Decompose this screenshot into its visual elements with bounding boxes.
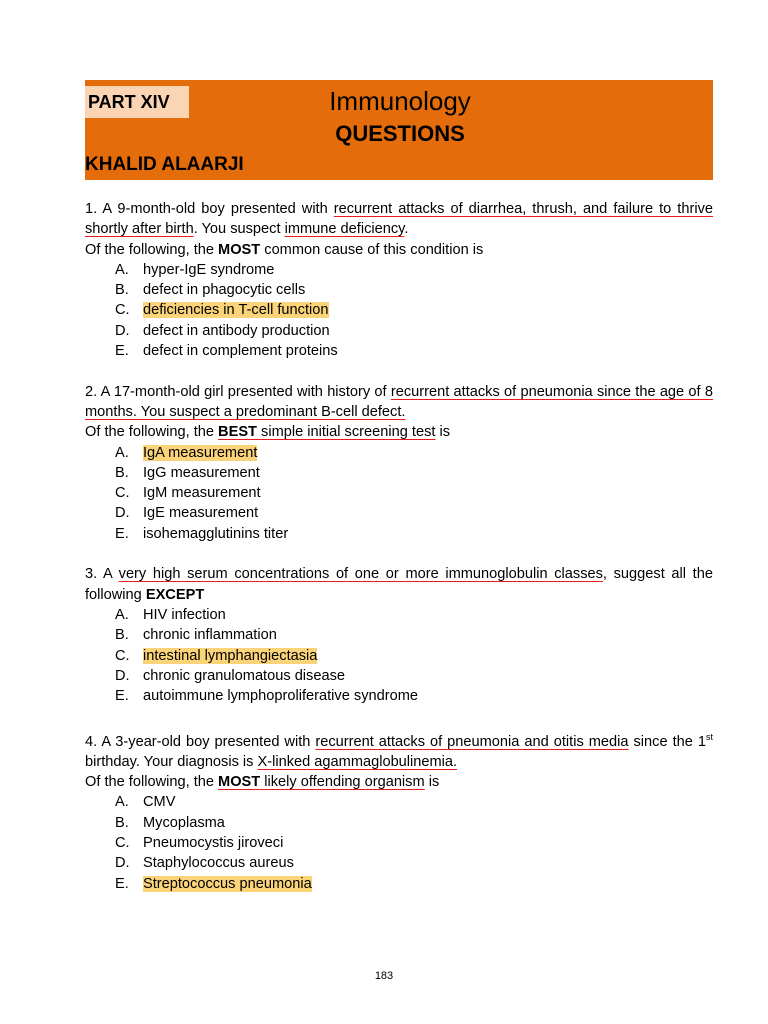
question-lead xyxy=(85,422,713,442)
option-body xyxy=(143,686,418,706)
option-letter: D. xyxy=(115,322,130,339)
option-letter: A. xyxy=(115,444,129,461)
option-body xyxy=(143,443,257,463)
option-text: hyper-IgE syndrome xyxy=(143,261,275,278)
text-run: . A 9-month-old boy presented with xyxy=(93,201,334,217)
answer-option xyxy=(85,300,713,320)
correct-answer-text: intestinal lymphangiectasia xyxy=(143,647,318,664)
text-run: since the 1 xyxy=(628,733,706,750)
emphasis-text: EXCEPT xyxy=(145,586,205,603)
answer-option xyxy=(85,833,713,853)
answer-options xyxy=(85,605,713,706)
option-letter: A. xyxy=(115,606,129,623)
text-run: . You suspect xyxy=(193,221,285,238)
option-letter: B. xyxy=(115,814,129,831)
option-letter: E. xyxy=(115,525,129,542)
underlined-text: recurrent attacks of diarrhea, thrush, and failure to thrive shortly after birth xyxy=(85,201,713,238)
answer-option xyxy=(85,666,713,686)
answer-option xyxy=(85,321,713,341)
option-body xyxy=(143,792,175,812)
underlined-text: likely offending organism xyxy=(260,774,425,791)
answer-option xyxy=(85,260,713,280)
option-text: Staphylococcus aureus xyxy=(143,855,294,872)
option-body xyxy=(143,853,294,873)
option-text: IgG measurement xyxy=(143,464,260,481)
option-letter: C. xyxy=(115,835,130,852)
option-text: chronic inflammation xyxy=(143,627,277,644)
answer-option xyxy=(85,605,713,625)
text-run: Of the following, the xyxy=(85,241,219,258)
chapter-subtitle: QUESTIONS xyxy=(335,121,465,146)
question-number: 2 xyxy=(85,383,94,400)
emphasis-text: BEST xyxy=(218,424,257,441)
question-lead xyxy=(85,772,713,792)
question-stem xyxy=(85,382,713,423)
answer-options xyxy=(85,260,713,361)
answer-option xyxy=(85,524,713,544)
option-letter: A. xyxy=(115,794,129,811)
underlined-text: immune deficiency xyxy=(284,221,405,238)
question xyxy=(85,199,713,361)
option-text: chronic granulomatous disease xyxy=(143,667,345,684)
text-run: . A 17-month-old girl presented with history of xyxy=(93,383,391,400)
answer-option xyxy=(85,646,713,666)
option-letter: C. xyxy=(115,485,130,502)
option-body xyxy=(143,833,283,853)
chapter-title: Immunology xyxy=(329,86,471,116)
answer-option xyxy=(85,463,713,483)
option-text: IgM measurement xyxy=(143,485,261,502)
text-run: is xyxy=(435,424,451,441)
question xyxy=(85,727,713,894)
answer-option xyxy=(85,853,713,873)
question-stem xyxy=(85,199,713,240)
underlined-text: recurrent attacks of pneumonia since the age of 8 months. You suspect a predominant B-cell defect. xyxy=(85,383,713,420)
question xyxy=(85,382,713,544)
option-letter: E. xyxy=(115,343,129,360)
text-run: Of the following, the xyxy=(85,424,219,441)
option-letter: A. xyxy=(115,261,129,278)
option-body xyxy=(143,813,225,833)
text-run: Of the following, the xyxy=(85,774,219,791)
question-number: 3 xyxy=(85,566,94,583)
option-letter: E. xyxy=(115,875,129,892)
option-body xyxy=(143,605,226,625)
underlined-text: X-linked agammaglobulinemia. xyxy=(257,753,458,770)
question-number: 1 xyxy=(85,201,94,217)
question xyxy=(85,564,713,706)
answer-option xyxy=(85,686,713,706)
option-body xyxy=(143,646,317,666)
option-text: CMV xyxy=(143,794,176,811)
option-text: Pneumocystis jiroveci xyxy=(143,835,284,852)
option-body xyxy=(143,321,330,341)
answer-option xyxy=(85,341,713,361)
option-letter: D. xyxy=(115,505,130,522)
underlined-text: BEST simple initial screening test xyxy=(218,424,436,441)
option-body xyxy=(143,625,277,645)
answer-option xyxy=(85,625,713,645)
answer-options xyxy=(85,792,713,893)
text-run: birthday. Your diagnosis is xyxy=(85,753,258,770)
answer-option xyxy=(85,874,713,894)
question-number: 4 xyxy=(85,733,94,750)
option-letter: B. xyxy=(115,627,129,644)
superscript: st xyxy=(705,731,713,742)
text-run: . A xyxy=(93,566,119,583)
question-stem xyxy=(85,727,713,772)
option-text: autoimmune lymphoproliferative syndrome xyxy=(143,688,418,705)
option-letter: C. xyxy=(115,647,130,664)
text-run: common cause of this condition is xyxy=(260,241,484,258)
option-letter: B. xyxy=(115,464,129,481)
text-run: . A 3-year-old boy presented with xyxy=(93,733,316,750)
answer-option xyxy=(85,443,713,463)
answer-option xyxy=(85,813,713,833)
option-body xyxy=(143,483,261,503)
question-stem xyxy=(85,564,713,605)
option-body xyxy=(143,503,258,523)
option-body xyxy=(143,341,338,361)
underlined-text: MOST xyxy=(218,774,261,791)
option-letter: C. xyxy=(115,302,130,319)
option-text: defect in phagocytic cells xyxy=(143,282,306,299)
underlined-text: recurrent attacks of pneumonia and otitis media xyxy=(315,733,629,750)
option-body xyxy=(143,666,345,686)
question-lead xyxy=(85,240,713,260)
option-letter: E. xyxy=(115,688,129,705)
option-letter: B. xyxy=(115,282,129,299)
option-letter: D. xyxy=(115,855,130,872)
option-body xyxy=(143,874,312,894)
option-text: defect in antibody production xyxy=(143,322,330,339)
option-body xyxy=(143,524,288,544)
answer-option xyxy=(85,792,713,812)
answer-option xyxy=(85,483,713,503)
part-label: PART XIV xyxy=(85,86,189,118)
text-run: is xyxy=(424,774,440,791)
question-list xyxy=(85,199,713,914)
option-body xyxy=(143,300,329,320)
correct-answer-text: IgA measurement xyxy=(143,444,258,461)
option-body xyxy=(143,260,274,280)
option-text: HIV infection xyxy=(143,606,226,623)
author-name: KHALID ALAARJI xyxy=(85,154,244,175)
text-run: , suggest all the following xyxy=(85,566,713,603)
option-text: defect in complement proteins xyxy=(143,343,338,360)
emphasis-text: MOST xyxy=(218,241,261,258)
option-text: isohemagglutinins titer xyxy=(143,525,289,542)
correct-answer-text: Streptococcus pneumonia xyxy=(143,875,312,892)
option-body xyxy=(143,463,260,483)
answer-option xyxy=(85,503,713,523)
correct-answer-text: deficiencies in T-cell function xyxy=(143,302,329,319)
page-number: 183 xyxy=(374,970,394,982)
option-body xyxy=(143,280,305,300)
text-run: . xyxy=(404,221,409,238)
answer-options xyxy=(85,443,713,544)
option-letter: D. xyxy=(115,667,130,684)
underlined-text: very high serum concentrations of one or more immunoglobulin classes xyxy=(118,566,603,583)
answer-option xyxy=(85,280,713,300)
option-text: IgE measurement xyxy=(143,505,259,522)
option-text: Mycoplasma xyxy=(143,814,225,831)
